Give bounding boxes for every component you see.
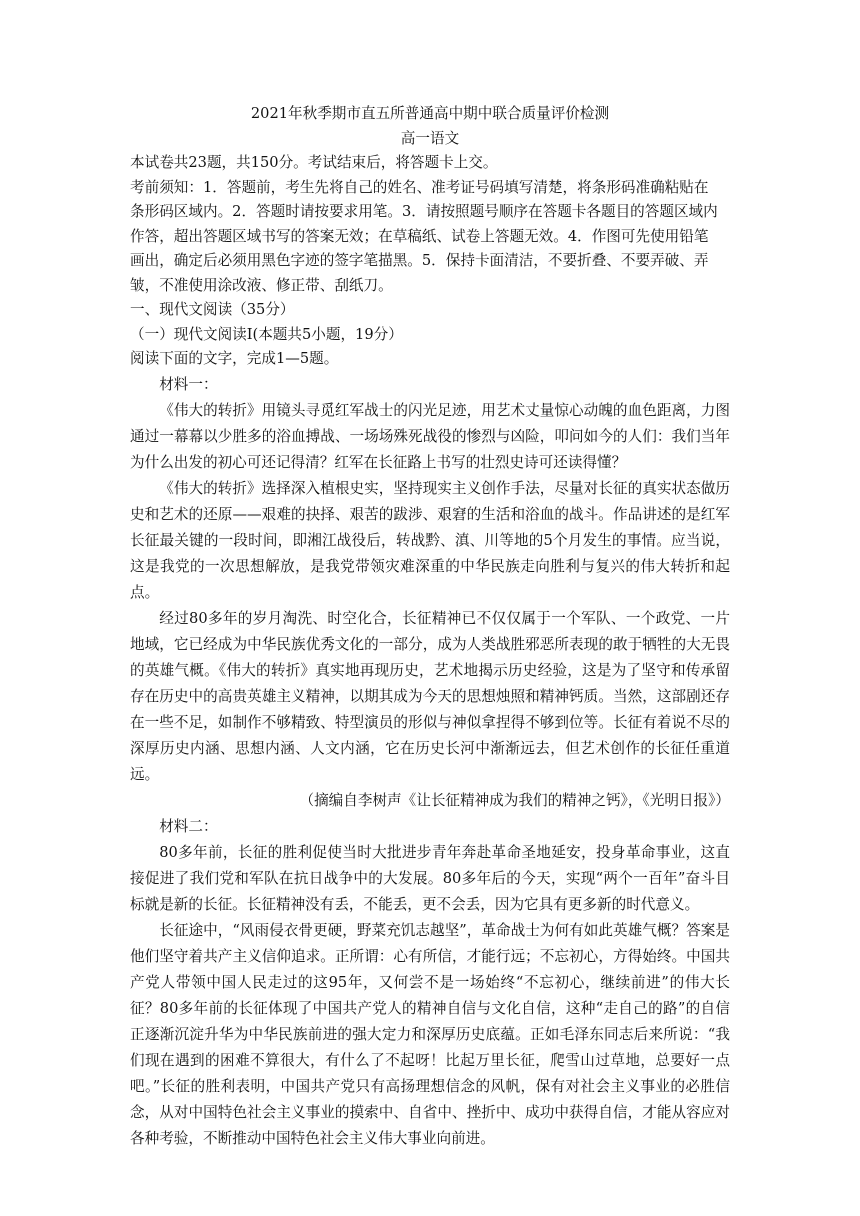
notice-line: 画出，确定后必须用黑色字迹的签字笔描黑。5．保持卡面清洁，不要折叠、不要弄破、弄	[130, 252, 709, 269]
notice-line: 皱，不准使用涂改液、修正带、刮纸刀。	[130, 276, 393, 294]
notice-line: 考前须知：1．答题前，考生先将自己的姓名、准考证号码填写清楚，将条形码准确粘贴在	[130, 178, 709, 196]
notice-line: 条形码区域内。2．答题时请按要求用笔。3．请按照题号顺序在答题卡各题目的答题区域内	[130, 203, 718, 220]
material-two-label: 材料二：	[159, 817, 218, 835]
section-sub-heading: （一）现代文阅读Ⅰ(本题共5小题，19分）	[130, 325, 403, 343]
material-one-paragraph: 经过80多年的岁月淘洗、时空化合，长征精神已不仅仅属于一个军队、一个政党、一片地域，它已经成为中华民族优秀文化的一部分，成为人类战胜邪恶所表现的敢于牺牲的大无畏的英雄气概。《伟大的转折》真实地再现历史，艺术地揭示历史经验，这是为了坚守和传承留存在历史中的高贵英雄主义精神，以期其成为今天的思想烛照和精神钙质。当然，这部剧还存在一些不足，如制作不够精致、特型演员的形似与神似拿捏得不够到位等。长征有着说不尽的深厚历史内涵、思想内涵、人文内涵，它在历史长河中渐渐远去，但艺术创作的长征任重道远。	[130, 609, 730, 783]
exam-subject: 高一语文	[400, 129, 460, 147]
notice-line: 作答，超出答题区域书写的答案无效；在草稿纸、试卷上答题无效。4．作图可先使用铅笔	[130, 227, 709, 245]
exam-summary: 本试卷共23题，共150分。考试结束后，将答题卡上交。	[130, 154, 498, 171]
material-one-label: 材料一：	[159, 375, 218, 393]
material-one-source: （摘编自李树声《让长征精神成为我们的精神之钙》，《光明日报》）	[299, 791, 730, 809]
material-two-paragraph: 80多年前，长征的胜利促使当时大批进步青年奔赴革命圣地延安，投身革命事业，这直接促进了我们党和军队在抗日战争中的大发展。80多年后的今天，实现“两个一百年”奋斗目标就是新的长征。长征精神没有丢，不能丢，更不会丢，因为它具有更多新的时代意义。	[130, 843, 730, 913]
material-two-paragraph: 长征途中，“风雨侵衣骨更硬，野菜充饥志越坚”，革命战士为何有如此英雄气概？答案是他们坚守着共产主义信仰追求。正所谓：心有所信，才能行远；不忘初心，方得始终。中国共产党人带领中国人民走过的这95年，又何尝不是一场始终“不忘初心，继续前进”的伟大长征？80多年前的长征体现了中国共产党人的精神自信与文化自信，这种“走自己的路”的自信正逐渐沉淀升华为中华民族前进的强大定力和深厚历史底蕴。正如毛泽东同志后来所说：“我们现在遇到的困难不算很大，有什么了不起呀！比起万里长征，爬雪山过草地，总要好一点吧。”长征的胜利表明，中国共产党只有高扬理想信念的风帆，保有对社会主义事业的必胜信念，从对中国特色社会主义事业的摸索中、自省中、挫折中、成功中获得自信，才能从容应对各种考验，不断推动中国特色社会主义伟大事业向前进。	[130, 921, 730, 1147]
exam-title: 2021年秋季期市直五所普通高中期中联合质量评价检测	[250, 105, 610, 122]
exam-page	[130, 100, 730, 1152]
material-one-paragraph: 《伟大的转折》用镜头寻觅红军战士的闪光足迹，用艺术丈量惊心动魄的血色距离，力图通过一幕幕以少胜多的浴血搏战、一场场殊死战役的惨烈与凶险，叩问如今的人们：我们当年为什么出发的初心可还记得清？红军在长征路上书写的壮烈史诗可还读得懂？	[130, 401, 730, 471]
material-one-paragraph: 《伟大的转折》选择深入植根史实，坚持现实主义创作手法，尽量对长征的真实状态做历史和艺术的还原——艰难的抉择、艰苦的跋涉、艰窘的生活和浴血的战斗。作品讲述的是红军长征最关键的一段时间，即湘江战役后，转战黔、滇、川等地的5个月发生的事情。应当说，这是我党的一次思想解放，是我党带领灾难深重的中华民族走向胜利与复兴的伟大转折和起点。	[130, 479, 730, 601]
section-heading: 一、现代文阅读（35分）	[130, 301, 295, 318]
reading-instruction: 阅读下面的文字，完成1—5题。	[130, 350, 339, 367]
